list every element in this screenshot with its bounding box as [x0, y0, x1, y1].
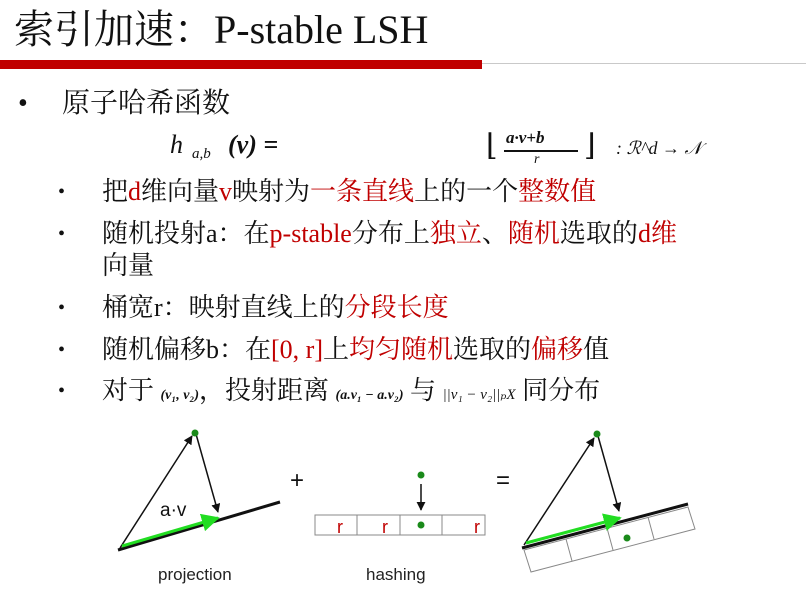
highlight: 独立: [429, 219, 482, 248]
combined-drop-arrow: [598, 436, 619, 511]
text-part: 选取的: [453, 335, 532, 364]
text-part: ，投射距离: [199, 376, 330, 405]
highlight: 整数值: [518, 177, 597, 206]
highlight: 一条直线: [310, 177, 415, 206]
projection-label: projection: [158, 565, 232, 584]
lsh-diagram: [110, 422, 700, 587]
equals-sign: =: [496, 467, 511, 494]
title-rule: [0, 60, 806, 70]
text-part: 随机投射a：在: [102, 219, 270, 248]
text-part: 、: [481, 219, 508, 248]
hashed-dot: [418, 522, 425, 529]
formula-floor-right: ⌋: [584, 129, 596, 162]
projection-line: [118, 502, 280, 550]
math-pair: (v₁, v₂): [160, 388, 200, 403]
bullet-text: 原子哈希函数: [62, 88, 231, 119]
formula-subscript: a,b: [192, 146, 211, 162]
bucket-label-r: r: [337, 517, 343, 537]
combined-panel: [522, 431, 695, 573]
bullet-dot: •: [58, 223, 66, 245]
bullet-dot: •: [58, 297, 66, 319]
math-projection-diff: (a.v₁ − a.v₂): [335, 388, 404, 403]
combined-hashed-dot: [624, 535, 631, 542]
text-part: 值: [583, 335, 610, 364]
text-part: 映射为: [232, 177, 311, 206]
math-norm: ||v₁ − v₂||ₚX: [442, 387, 516, 403]
formula-argument: (v) =: [228, 130, 279, 159]
subbullet-2-continued: 向量: [102, 251, 155, 280]
av-label: a·v: [160, 500, 187, 521]
title-rule-grey: [482, 63, 806, 64]
text-part: 与: [410, 376, 437, 405]
subbullet-text: [102, 292, 449, 324]
slide-title: 索引加速：P-stable LSH: [14, 7, 429, 52]
subbullet-text: [102, 218, 677, 250]
formula-fraction-bar: [504, 150, 578, 152]
highlight: 均匀随机: [349, 335, 454, 364]
formula-denominator: r: [534, 152, 540, 167]
hashing-label: hashing: [366, 565, 426, 584]
highlight: 偏移: [531, 335, 584, 364]
bullet-dot: •: [58, 380, 66, 402]
text-part: 随机偏移b：在: [102, 335, 272, 364]
text-part: 同分布: [522, 376, 601, 405]
highlight: d: [128, 177, 142, 206]
point-dot: [192, 430, 199, 437]
highlight: 分段长度: [344, 293, 449, 322]
subbullet-text: [102, 375, 600, 412]
subbullet-text: [102, 176, 596, 208]
subbullet-text: [102, 334, 609, 366]
highlight: v: [219, 177, 233, 206]
projection-panel: [118, 430, 280, 585]
bullet-dot: •: [58, 181, 66, 203]
hash-source-dot: [418, 472, 425, 479]
hashing-panel: [315, 472, 485, 585]
text-part: 上: [323, 335, 350, 364]
formula-func: h: [170, 130, 183, 159]
highlight: d维: [637, 219, 677, 248]
text-part: 把: [102, 177, 129, 206]
title-rule-red: [0, 60, 482, 69]
drop-arrow: [196, 434, 218, 512]
text-part: 上的一个: [414, 177, 519, 206]
bullet-dot: •: [18, 88, 28, 119]
combined-point-dot: [594, 431, 601, 438]
bullet-dot: •: [58, 339, 66, 361]
bucket-label-r: r: [474, 517, 480, 537]
text-part: 对于: [102, 376, 155, 405]
formula-mapping: : ℛ^d → 𝒩: [616, 138, 702, 158]
highlight: 随机: [507, 219, 560, 248]
text-part: 维向量: [141, 177, 220, 206]
highlight: [0, r]: [271, 335, 323, 364]
formula-floor-left: ⌊: [486, 129, 498, 162]
bucket-label-r: r: [382, 517, 388, 537]
formula-numerator: a·v+b: [506, 128, 545, 147]
plus-sign: +: [290, 467, 305, 494]
highlight: p-stable: [269, 219, 352, 248]
text-part: 选取的: [559, 219, 638, 248]
text-part: 桶宽r：映射直线上的: [102, 293, 345, 322]
text-part: 分布上: [351, 219, 430, 248]
